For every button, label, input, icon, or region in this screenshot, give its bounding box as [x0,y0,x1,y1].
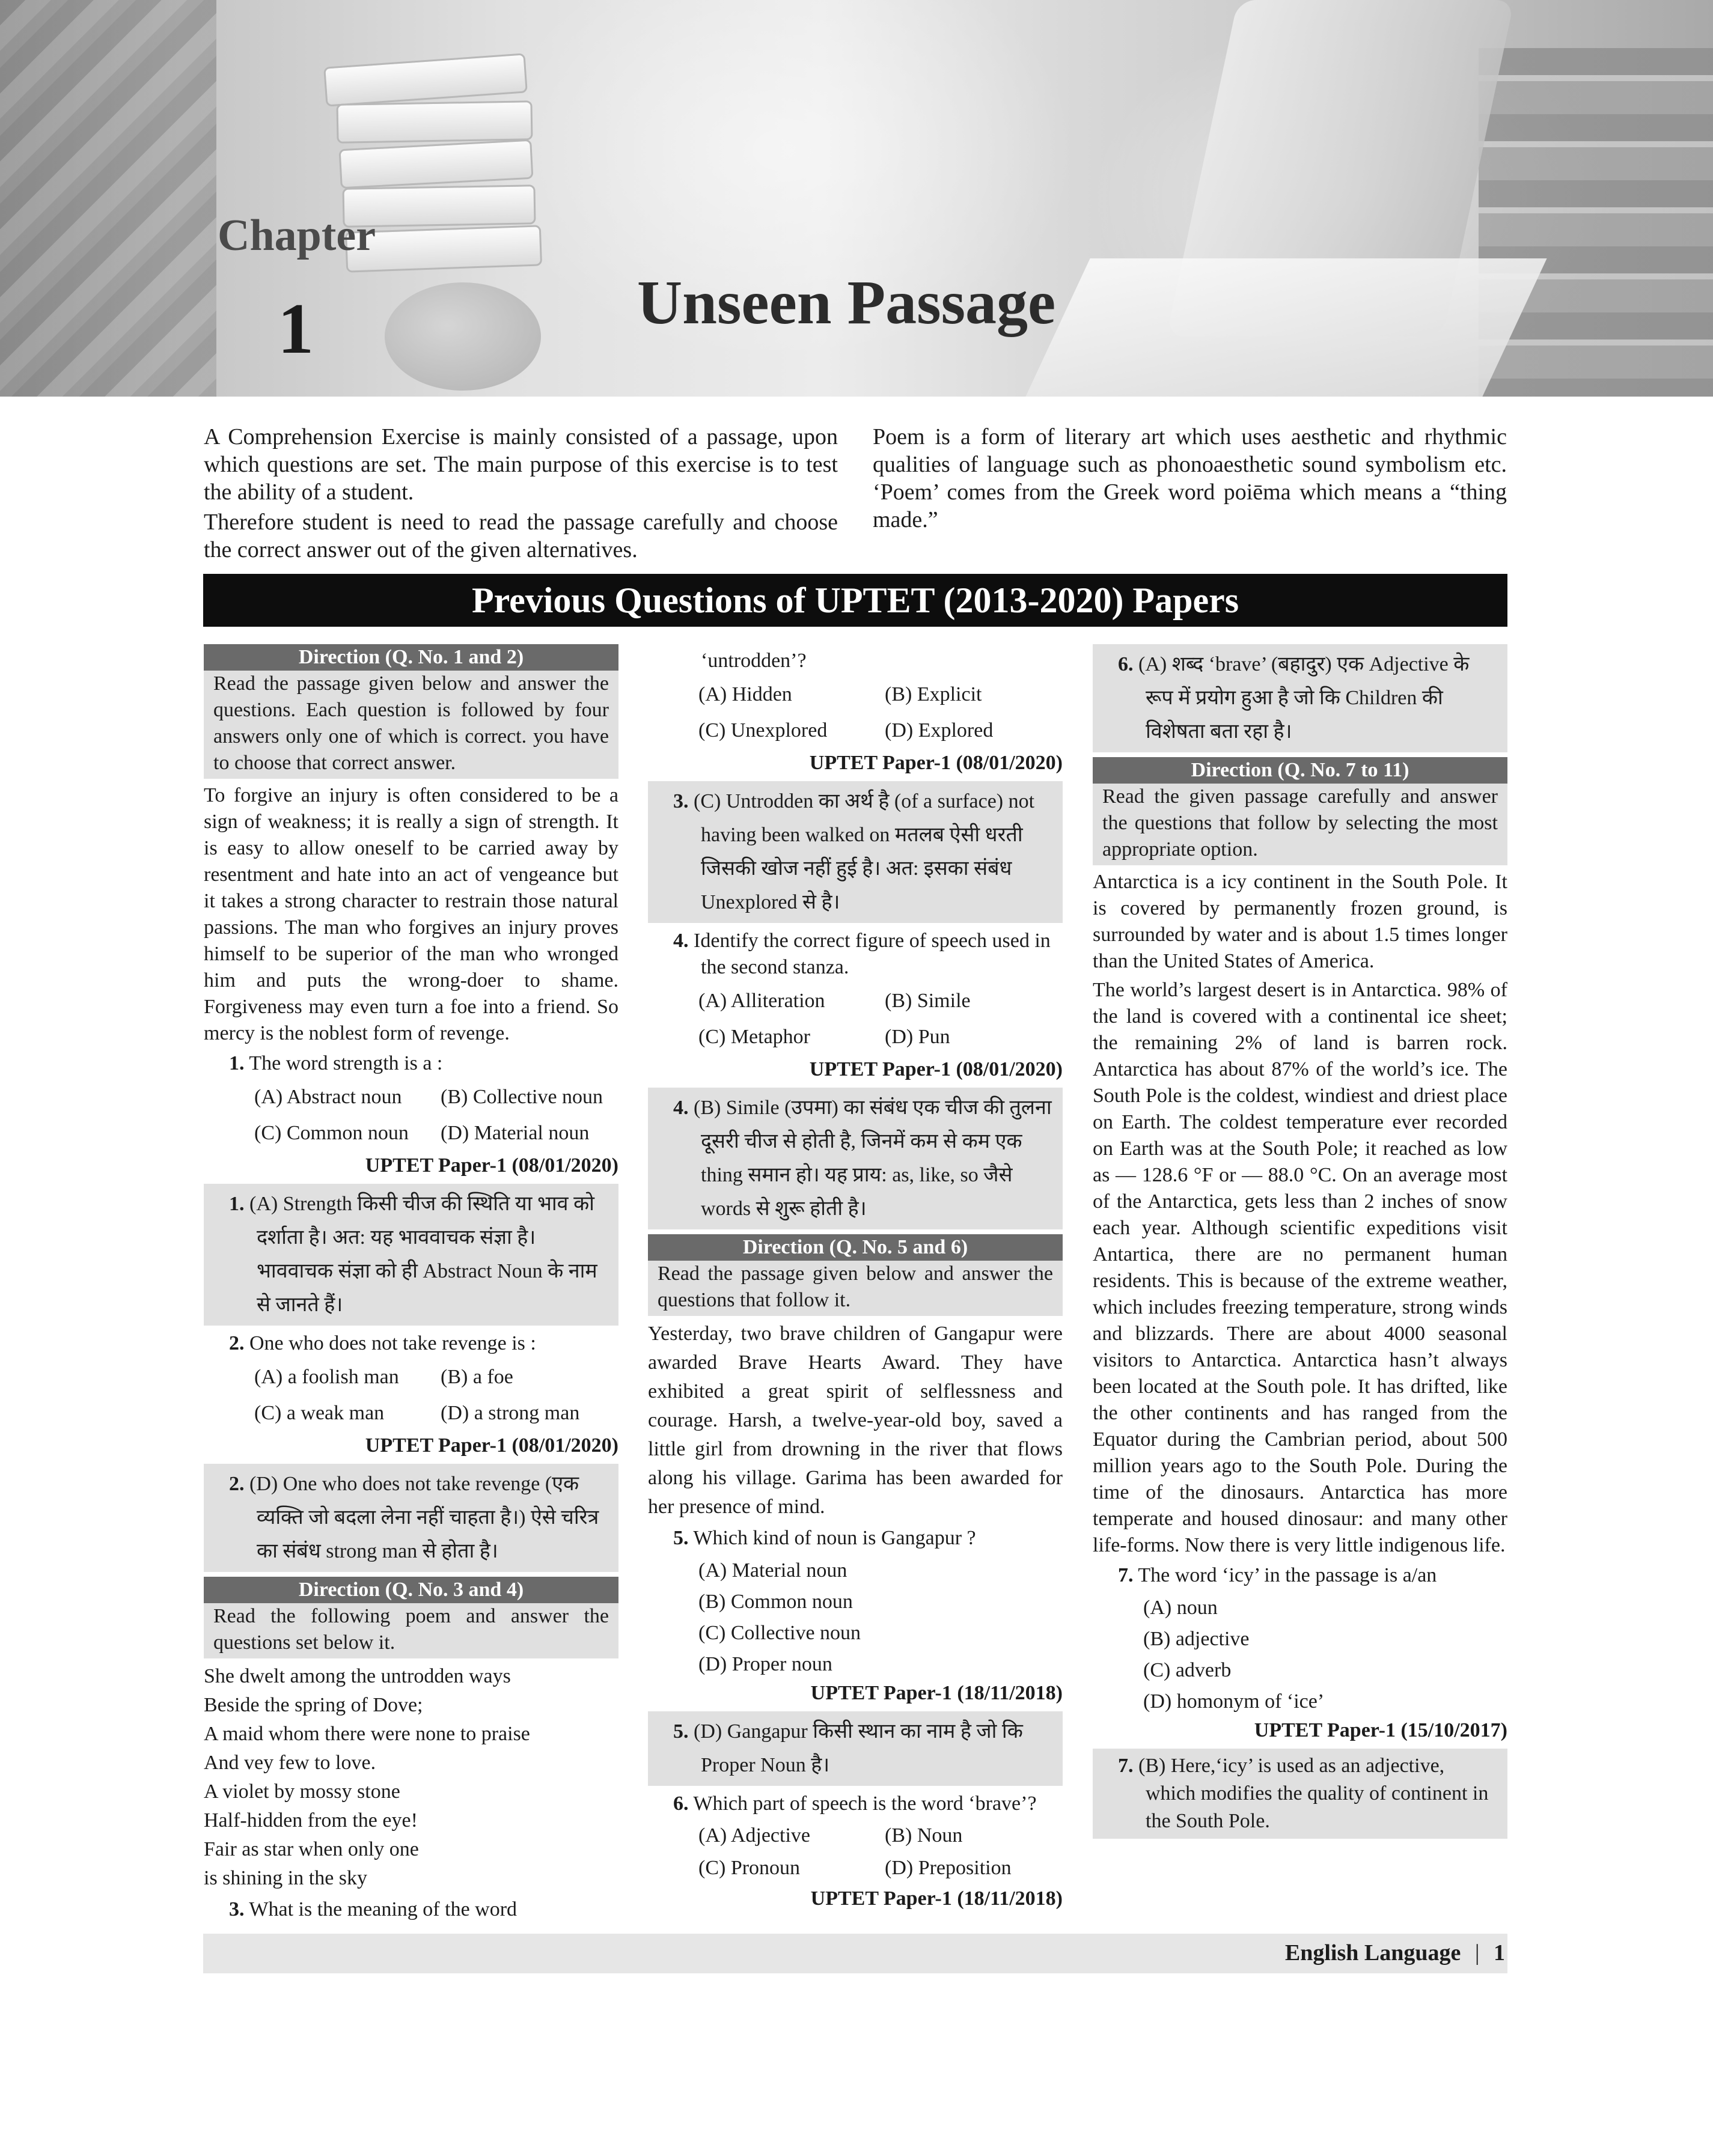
options-list [1093,1592,1507,1717]
direction-text: Read the passage given below and answer the questions. Each question is followed by four answers only one of which is correct. you have to choose that correct answer. [204,671,618,779]
answer-text: (A) शब्द ‘brave’ (बहादुर) एक Adjective के रूप में प्रयोग हुआ है जो कि Children की विशेषता बता रहा है। [1138,653,1470,743]
footer-subject: English Language [1284,1940,1461,1966]
question-text: The word strength is a : [249,1052,443,1074]
banner-open-book-image [1025,258,1547,397]
passage: Yesterday, two brave children of Gangapur were awarded Brave Hearts Award. They have exhibited a great spirit of selflessness and courage. Harsh, a twelve-year-old boy, saved a little girl from drowning in the river that flows along his village. Garima has been awarded for her presence of mind. [648,1323,1063,1518]
page-number: 1 [1494,1940,1505,1966]
passage: Antarctica is a icy continent in the South Pole. It is covered by permanently frozen ground, is surrounded by water and is about 1.5 times longer than the United States of America. [1093,871,1507,972]
answer-6 [1093,644,1507,752]
option: (C) a weak man [254,1402,385,1424]
question-text: The word ‘icy’ in the passage is a/an [1138,1564,1437,1586]
question-4 [648,928,1063,981]
section-title: Previous Questions of UPTET (2013-2020) Papers [203,574,1507,627]
column-3 [1093,644,1507,1844]
answer-text: (D) One who does not take revenge (एक व्यक्ति जो बदला लेना नहीं चाहता है।) ऐसे चरित्र का संबंध strong man से होता है। [249,1473,599,1562]
footer-separator: | [1474,1940,1480,1966]
question-3 [204,1896,618,1923]
option: (D) homonym of ‘ice’ [1143,1690,1325,1713]
options-row [648,1020,1063,1054]
question-number: 3. [229,1898,245,1920]
option: (C) Pronoun [698,1857,801,1879]
option: (B) a foe [441,1366,513,1388]
question-number: 4. [673,930,689,952]
banner-books-stack-right [1479,48,1713,397]
answer-number: 1. [229,1193,245,1215]
options-row [204,1080,618,1114]
option: (D) Explored [885,719,994,742]
option: (D) Pun [885,1026,950,1048]
question-3-continued: ‘untrodden’? [701,650,807,672]
column-1 [204,644,618,1926]
answer-2 [204,1464,618,1572]
direction-heading: Direction (Q. No. 3 and 4) [204,1577,618,1603]
answer-1 [204,1184,618,1326]
question-7 [1093,1562,1507,1589]
poem-line: She dwelt among the untrodden ways [204,1665,511,1687]
options-row [648,1853,1063,1883]
answer-number: 2. [229,1473,245,1495]
option: (D) Proper noun [698,1653,832,1675]
answer-text: (C) Untrodden का अर्थ है (of a surface) not having been walked on मतलब ऐसी धरती जिसकी खोज नहीं हुई है। अत: इसका संबंध Unexplored से है। [694,790,1035,913]
question-number: 5. [673,1527,689,1549]
question-1 [204,1050,618,1077]
question-source: UPTET Paper-1 (08/01/2020) [365,1434,618,1457]
answer-3 [648,781,1063,923]
option: (A) noun [1143,1597,1218,1619]
answer-number: 4. [673,1097,689,1119]
options-row [648,984,1063,1018]
question-5 [648,1525,1063,1552]
poem-line: And vey few to love. [204,1752,376,1774]
answer-text: (D) Gangapur किसी स्थान का नाम है जो कि Proper Noun है। [694,1720,1023,1776]
option: (B) Common noun [698,1591,853,1613]
option: (A) Abstract noun [254,1086,402,1108]
poem [204,1662,618,1893]
poem-line: Fair as star when only one [204,1838,419,1860]
option: (C) Collective noun [698,1622,861,1644]
question-source: UPTET Paper-1 (08/01/2020) [809,1058,1063,1080]
question-number: 7. [1118,1564,1134,1586]
footer [1285,1940,1505,1966]
direction-text: Read the following poem and answer the questions set below it. [204,1603,618,1658]
banner-book [336,100,533,144]
option: (B) Simile [885,990,971,1012]
passage: The world’s largest desert is in Antarctica. 98% of the land is covered with a continental ice sheet; the remaining 2% of land is barren rock. Antarctica has about 87% of the world’s ice. The South Pole is the coldest, windiest and driest place on Earth. The coldest temperature ever recorded on Earth was at the South Pole; it reached as low as — 128.6 °F or — 88.0 °C. On an average most of the Antarctica, gets less than 2 inches of snow each year. Although scientific expeditions visit Antartica, there are no permanent human residents. This is because of the extreme weather, which includes freezing temperature, strong winds and blizzards. There are about 4000 seasonal visitors to Antarctica. Antarctica hasn’t always been located at the South pole. It has drifted, like the other continents and has ranged from the Equator during the Cambrian period, about 500 million years ago to the South Pole. During the time of the dinosaurs. Antarctica has more temperate and housed dinosaur: and many other life-forms. Now there is very little indigenous life. [1093,979,1507,1556]
option: (A) Material noun [698,1559,847,1582]
poem-line: A maid whom there were none to praise [204,1723,530,1745]
chapter-label: Chapter [218,211,376,260]
option: (A) Alliteration [698,990,825,1012]
intro-paragraph: Therefore student is need to read the passage carefully and choose the correct answer out of the given alternatives. [204,510,838,562]
answer-number: 6. [1118,653,1134,675]
question-text: Which part of speech is the word ‘brave’? [693,1792,1037,1815]
direction-heading: Direction (Q. No. 5 and 6) [648,1234,1063,1261]
intro-paragraph: Poem is a form of literary art which uses aesthetic and rhythmic qualities of language such as phonoaesthetic sound symbolism etc. ‘Poem’ comes from the Greek word poiēma which means a “thing made.” [873,424,1507,532]
direction-heading: Direction (Q. No. 7 to 11) [1093,757,1507,784]
chapter-title: Unseen Passage [637,268,1056,337]
options-row [204,1360,618,1394]
question-text: What is the meaning of the word [249,1898,518,1920]
option: (C) Metaphor [698,1026,811,1048]
poem-line: Beside the spring of Dove; [204,1694,423,1716]
direction-heading: Direction (Q. No. 1 and 2) [204,644,618,671]
option: (D) a strong man [441,1402,580,1424]
question-number: 2. [229,1332,245,1354]
direction-text: Read the given passage carefully and answer the questions that follow by selecting the most appropriate option. [1093,784,1507,865]
chapter-number: 1 [278,288,314,368]
option: (A) Adjective [698,1824,810,1847]
question-text: Identify the correct figure of speech used in the second stanza. [694,930,1051,978]
answer-4 [648,1088,1063,1229]
answer-number: 3. [673,790,689,812]
options-list [648,1555,1063,1680]
question-text: One who does not take revenge is : [249,1332,536,1354]
answer-text: (A) Strength किसी चीज की स्थिति या भाव को दर्शाता है। अत: यह भाववाचक संज्ञा है। भाववाचक संज्ञा को ही Abstract Noun के नाम से जानते हैं। [249,1193,597,1316]
options-row [648,678,1063,711]
options-row [648,1821,1063,1851]
answer-text: (B) Here,‘icy’ is used as an adjective, which modifies the quality of continent in the South Pole. [1138,1755,1489,1832]
options-row [648,714,1063,748]
intro-paragraph: A Comprehension Exercise is mainly consisted of a passage, upon which questions are set. The main purpose of this exercise is to test the ability of a student. [204,424,838,505]
option: (B) Collective noun [441,1086,603,1108]
option: (B) Explicit [885,683,982,705]
option: (B) Noun [885,1824,963,1847]
direction-text: Read the passage given below and answer the questions that follow it. [648,1261,1063,1316]
option: (D) Material noun [441,1122,590,1144]
answer-number: 7. [1118,1755,1134,1777]
question-source: UPTET Paper-1 (15/10/2017) [1254,1719,1507,1741]
options-row [204,1116,618,1150]
banner-fabric-image [0,0,216,397]
options-row [204,1396,618,1430]
answer-5 [648,1711,1063,1786]
poem-line: is shining in the sky [204,1867,368,1889]
option: (C) adverb [1143,1659,1232,1681]
answer-number: 5. [673,1720,689,1743]
option: (A) Hidden [698,683,792,705]
intro-left [204,423,838,564]
banner-book [323,53,528,106]
question-source: UPTET Paper-1 (18/11/2018) [810,1887,1063,1910]
option: (A) a foolish man [254,1366,399,1388]
answer-7 [1093,1749,1507,1839]
banner-hand-image [385,282,541,391]
chapter-banner [0,0,1713,397]
poem-line: A violet by mossy stone [204,1780,400,1803]
question-number: 1. [229,1052,245,1074]
banner-book [338,139,533,189]
answer-text: (B) Simile (उपमा) का संबंध एक चीज की तुलना दूसरी चीज से होती है, जिनमें कम से कम एक thing समान हो। यह प्राय: as, like, so जैसे words से शुरू होती है। [694,1097,1052,1220]
question-source: UPTET Paper-1 (18/11/2018) [810,1682,1063,1704]
question-number: 6. [673,1792,689,1815]
question-6 [648,1791,1063,1817]
poem-line: Half-hidden from the eye! [204,1809,418,1832]
intro-right [873,423,1507,534]
question-text: Which kind of noun is Gangapur ? [693,1527,976,1549]
question-source: UPTET Paper-1 (08/01/2020) [365,1154,618,1177]
passage: To forgive an injury is often considered to be a sign of weakness; it is really a sign of strength. It is easy to allow oneself to be carried away by resentment and hate into an act of vengeance but it takes a strong character to restrain those natural passions. The man who forgives an injury proves himself to be superior of the man who wronged him and puts the wrong-doer to shame. Forgiveness may even turn a foe into a friend. So mercy is the noblest form of revenge. [204,784,618,1044]
question-source: UPTET Paper-1 (08/01/2020) [809,752,1063,774]
question-2 [204,1330,618,1357]
option: (D) Preposition [885,1857,1012,1879]
option: (C) Common noun [254,1122,409,1144]
option: (B) adjective [1143,1628,1250,1650]
column-2 [648,644,1063,1912]
option: (C) Unexplored [698,719,828,742]
